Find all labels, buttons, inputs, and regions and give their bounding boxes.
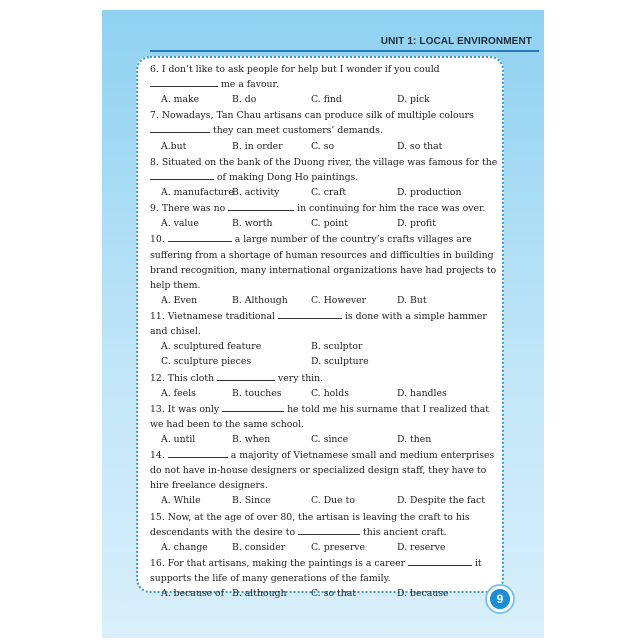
options-row [150,339,500,354]
option-c[interactable]: C. holds [311,387,349,399]
option-a[interactable]: A. make [161,94,200,106]
options-row [150,540,500,556]
question-text: he told me his surname that I realized that we had been to the same school. [150,403,490,430]
option-d[interactable]: D. profit [397,218,436,230]
option-b[interactable]: B. consider [232,541,286,553]
answer-blank [150,170,214,180]
question-text: this ancient craft. [360,526,447,538]
question-text: me a favour. [218,79,279,91]
question-9 [150,201,500,216]
option-c[interactable]: C. However [311,294,367,306]
option-c[interactable]: C. point [311,218,348,230]
option-c[interactable]: C. so that [311,588,357,600]
exercise-content [150,62,500,602]
answer-blank [150,123,210,133]
options-row [150,293,500,309]
option-a[interactable]: A. value [161,218,199,230]
question-text: a majority of Vietnamese small and medium enterprises do not have in-house designers or specialized design staff, they have to hire freelance designers. [150,450,495,492]
answer-blank [278,309,342,319]
option-d[interactable]: D. reserve [397,541,446,553]
question-15 [150,510,500,540]
options-row [150,354,500,370]
answer-blank [217,371,275,381]
question-text: 13. It was only [150,403,223,415]
option-b[interactable]: B. Since [232,495,271,507]
option-b[interactable]: B. when [232,434,271,445]
option-c[interactable]: C. find [311,94,342,106]
option-c[interactable]: C. so [311,140,335,152]
answer-blank [298,525,360,535]
option-a[interactable]: A. sculptured feature [161,341,262,353]
options-row [150,493,500,509]
question-14 [150,448,500,493]
question-text: 15. Now, at the age of over 80, the artisan is leaving the craft to his descendants with the desire to [150,511,470,538]
question-text: 7. Nowadays, Tan Chau artisans can produce silk of multiple colours [150,110,474,122]
options-row [150,185,500,201]
question-10 [150,232,500,292]
option-d[interactable]: D. Despite the fact [397,495,485,507]
option-a[interactable]: A. manufacture [161,186,234,198]
question-text: 8. Situated on the bank of the Duong river, the village was famous for the [150,156,498,168]
option-b[interactable]: B. activity [232,186,280,198]
option-a[interactable]: A. change [161,541,208,553]
page-number-badge: 9 [487,586,513,612]
question-text: very thin. [275,372,324,384]
question-13 [150,402,500,432]
option-d[interactable]: D. sculpture [311,356,369,368]
options-row [150,432,500,448]
option-d[interactable]: D. so that [397,140,443,152]
question-text: 14. [150,450,168,462]
option-b[interactable]: B. sculptor [311,341,363,353]
answer-blank [168,448,228,458]
option-d[interactable]: D. production [397,186,462,198]
option-b[interactable]: B. do [232,94,257,106]
answer-blank [228,201,294,211]
question-text: of making Dong Ho paintings. [214,171,359,183]
question-12 [150,371,500,386]
question-text: 10. [150,234,168,246]
question-7 [150,108,500,138]
option-a[interactable]: A. Even [161,294,198,306]
question-8 [150,155,500,185]
answer-blank [150,77,218,87]
question-text: is done with a simple hammer and chisel. [150,310,487,338]
option-a[interactable]: A. until [161,434,196,445]
option-b[interactable]: B. in order [232,140,283,152]
option-d[interactable]: D. because [397,588,449,600]
question-text: in continuing for him the race was over. [294,203,486,215]
question-text: a large number of the country’s crafts villages are suffering from a shortage of human resources and difficulties in building brand recognition, many international organizations have had projects to help them. [150,234,497,291]
answer-blank [168,232,232,242]
options-row [150,586,500,602]
question-text: 11. Vietnamese traditional [150,310,278,322]
question-11 [150,309,500,339]
option-d[interactable]: D. pick [397,94,430,106]
option-b[interactable]: B. touches [232,387,282,399]
option-d[interactable]: D. handles [397,387,447,399]
option-b[interactable]: B. worth [232,218,273,230]
option-c[interactable]: C. since [311,434,349,445]
question-text: 9. There was no [150,203,229,215]
question-6 [150,62,500,92]
option-c[interactable]: C. Due to [311,495,355,507]
answer-blank [408,556,472,566]
option-d[interactable]: D. then [397,434,432,445]
unit-title: UNIT 1: LOCAL ENVIRONMENT [380,36,532,47]
option-a[interactable]: A. feels [161,387,196,399]
question-text: 16. For that artisans, making the paintings is a career [150,558,408,570]
option-c[interactable]: C. sculpture pieces [161,356,252,368]
question-text: 6. I don’t like to ask people for help but I wonder if you could [150,64,440,75]
question-text: they can meet customers’ demands. [210,125,383,137]
option-a[interactable]: A. While [161,495,201,507]
options-row [150,216,500,232]
options-row [150,386,500,402]
options-row [150,92,500,108]
option-a[interactable]: A. because of [161,588,225,600]
option-c[interactable]: C. craft [311,186,347,198]
answer-blank [222,402,284,412]
option-d[interactable]: D. But [397,294,427,306]
option-c[interactable]: C. preserve [311,541,366,553]
option-a[interactable]: A.but [161,140,187,152]
option-b[interactable]: B. although [232,588,287,600]
options-row [150,139,500,155]
title-divider [150,50,539,52]
question-text: 12. This cloth [150,372,218,384]
question-16 [150,556,500,586]
question-text: it supports the life of many generations of the family. [150,558,482,585]
option-b[interactable]: B. Although [232,294,288,306]
